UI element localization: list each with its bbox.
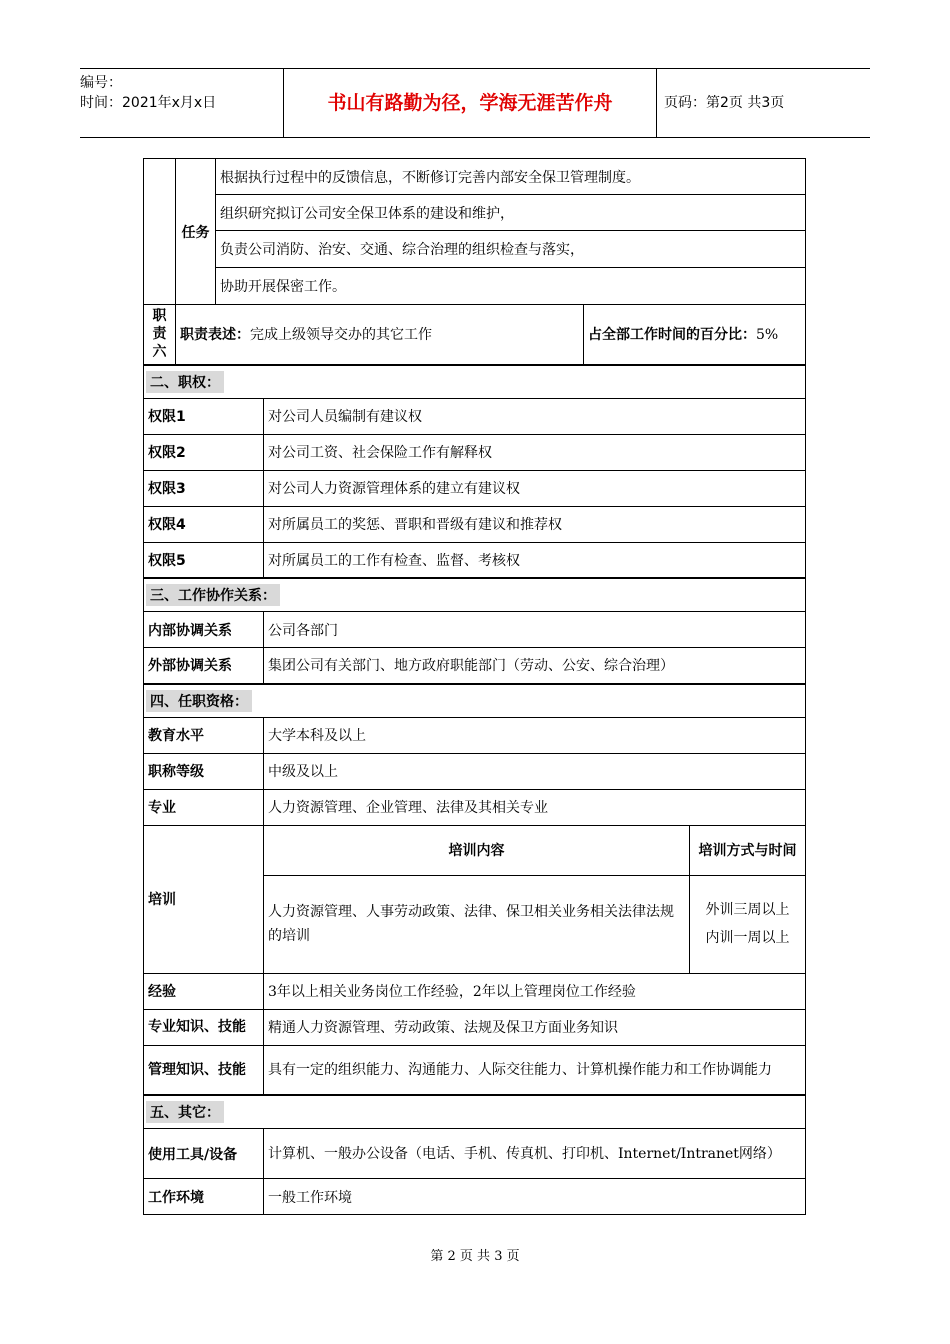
major-value: 人力资源管理、企业管理、法律及其相关专业: [264, 789, 806, 825]
mgmt-skill-value: 具有一定的组织能力、沟通能力、人际交往能力、计算机操作能力和工作协调能力: [264, 1045, 806, 1095]
number-label: 编号：: [80, 75, 122, 91]
task-row: [144, 231, 806, 268]
experience-key: 经验: [144, 973, 264, 1009]
authority-row: [144, 470, 806, 506]
tools-value: 计算机、一般办公设备（电话、手机、传真机、打印机、Internet/Intranet网络）: [264, 1129, 806, 1179]
header-page-info: 页码：第2页 共3页: [664, 95, 785, 111]
authority-key: 权限5: [144, 542, 264, 578]
other-row: [144, 1179, 806, 1215]
section-3-title: 三、工作协作关系：: [146, 584, 280, 606]
authority-value: 对公司工资、社会保险工作有解释权: [264, 434, 806, 470]
relation-key: 内部协调关系: [144, 612, 264, 648]
job-description-table: [143, 158, 806, 1215]
education-value: 大学本科及以上: [264, 717, 806, 753]
authority-key: 权限4: [144, 506, 264, 542]
relation-key: 外部协调关系: [144, 648, 264, 684]
time-label: 时间：2021年x月x日: [80, 95, 217, 111]
qualification-row: [144, 1045, 806, 1095]
section-2-title: 二、职权：: [146, 371, 224, 393]
training-content: 人力资源管理、人事劳动政策、法律、保卫相关业务相关法律法规的培训: [264, 875, 690, 973]
pro-skill-key: 专业知识、技能: [144, 1009, 264, 1045]
authority-row: [144, 506, 806, 542]
mgmt-skill-key: 管理知识、技能: [144, 1045, 264, 1095]
duty6-label: [144, 305, 176, 365]
pro-skill-value: 精通人力资源管理、劳动政策、法规及保卫方面业务知识: [264, 1009, 806, 1045]
section-5-header: [144, 1095, 806, 1129]
task-item: 组织研究拟订公司安全保卫体系的建设和维护，: [216, 195, 806, 231]
training-method-1: 外训三周以上: [705, 902, 790, 918]
duty6-desc: 完成上级领导交办的其它工作: [250, 327, 432, 344]
authority-value: 对所属员工的工作有检查、监督、考核权: [264, 542, 806, 578]
authority-key: 权限2: [144, 434, 264, 470]
authority-row: [144, 434, 806, 470]
authority-row: [144, 398, 806, 434]
duty6-desc-cell: [176, 305, 584, 365]
qualification-row: [144, 789, 806, 825]
training-method: [690, 875, 806, 973]
section-3-header: [144, 578, 806, 612]
env-value: 一般工作环境: [264, 1179, 806, 1215]
training-content-header: 培训内容: [264, 825, 690, 875]
authority-value: 对公司人员编制有建议权: [264, 398, 806, 434]
training-method-header: 培训方式与时间: [690, 825, 806, 875]
section-5-title: 五、其它：: [146, 1101, 224, 1123]
task-item: 协助开展保密工作。: [216, 268, 806, 305]
task-label: 任务: [176, 159, 216, 305]
duty6-pct-label: 占全部工作时间的百分比：: [588, 327, 756, 344]
authority-value: 对公司人力资源管理体系的建立有建议权: [264, 470, 806, 506]
task-row: [144, 268, 806, 305]
blank-cell: [144, 159, 176, 305]
title-level-value: 中级及以上: [264, 753, 806, 789]
training-method-2: 内训一周以上: [705, 930, 790, 946]
duty6-label-text: 职责六: [152, 308, 167, 361]
env-key: 工作环境: [144, 1179, 264, 1215]
duty6-pct: 5%: [756, 327, 779, 344]
education-key: 教育水平: [144, 717, 264, 753]
duty6-desc-label: 职责表述：: [180, 327, 250, 344]
task-row: [144, 195, 806, 231]
relation-row: [144, 648, 806, 684]
header-meta: [80, 69, 283, 137]
duty6-pct-cell: [584, 305, 806, 365]
authority-row: [144, 542, 806, 578]
authority-value: 对所属员工的奖惩、晋职和晋级有建议和推荐权: [264, 506, 806, 542]
section-2-header: [144, 365, 806, 399]
task-row: [144, 159, 806, 195]
major-key: 专业: [144, 789, 264, 825]
title-level-key: 职称等级: [144, 753, 264, 789]
section-4-title: 四、任职资格：: [146, 690, 252, 712]
qualification-row: [144, 1009, 806, 1045]
relation-value: 集团公司有关部门、地方政府职能部门（劳动、公安、综合治理）: [264, 648, 806, 684]
qualification-row: [144, 973, 806, 1009]
relation-value: 公司各部门: [264, 612, 806, 648]
header-motto: 书山有路勤为径，学海无涯苦作舟: [283, 69, 657, 137]
experience-value: 3年以上相关业务岗位工作经验，2年以上管理岗位工作经验: [264, 973, 806, 1009]
page-footer: 第 2 页 共 3 页: [430, 1249, 520, 1264]
section-4-header: [144, 684, 806, 718]
other-row: [144, 1129, 806, 1179]
task-item: 负责公司消防、治安、交通、综合治理的组织检查与落实，: [216, 231, 806, 268]
training-header-row: [144, 825, 806, 875]
training-key: 培训: [144, 825, 264, 973]
task-item: 根据执行过程中的反馈信息，不断修订完善内部安全保卫管理制度。: [216, 159, 806, 195]
relation-row: [144, 612, 806, 648]
duty6-row: [144, 305, 806, 365]
authority-key: 权限3: [144, 470, 264, 506]
authority-key: 权限1: [144, 398, 264, 434]
page-header: [80, 68, 870, 138]
tools-key: 使用工具/设备: [144, 1129, 264, 1179]
qualification-row: [144, 753, 806, 789]
qualification-row: [144, 717, 806, 753]
